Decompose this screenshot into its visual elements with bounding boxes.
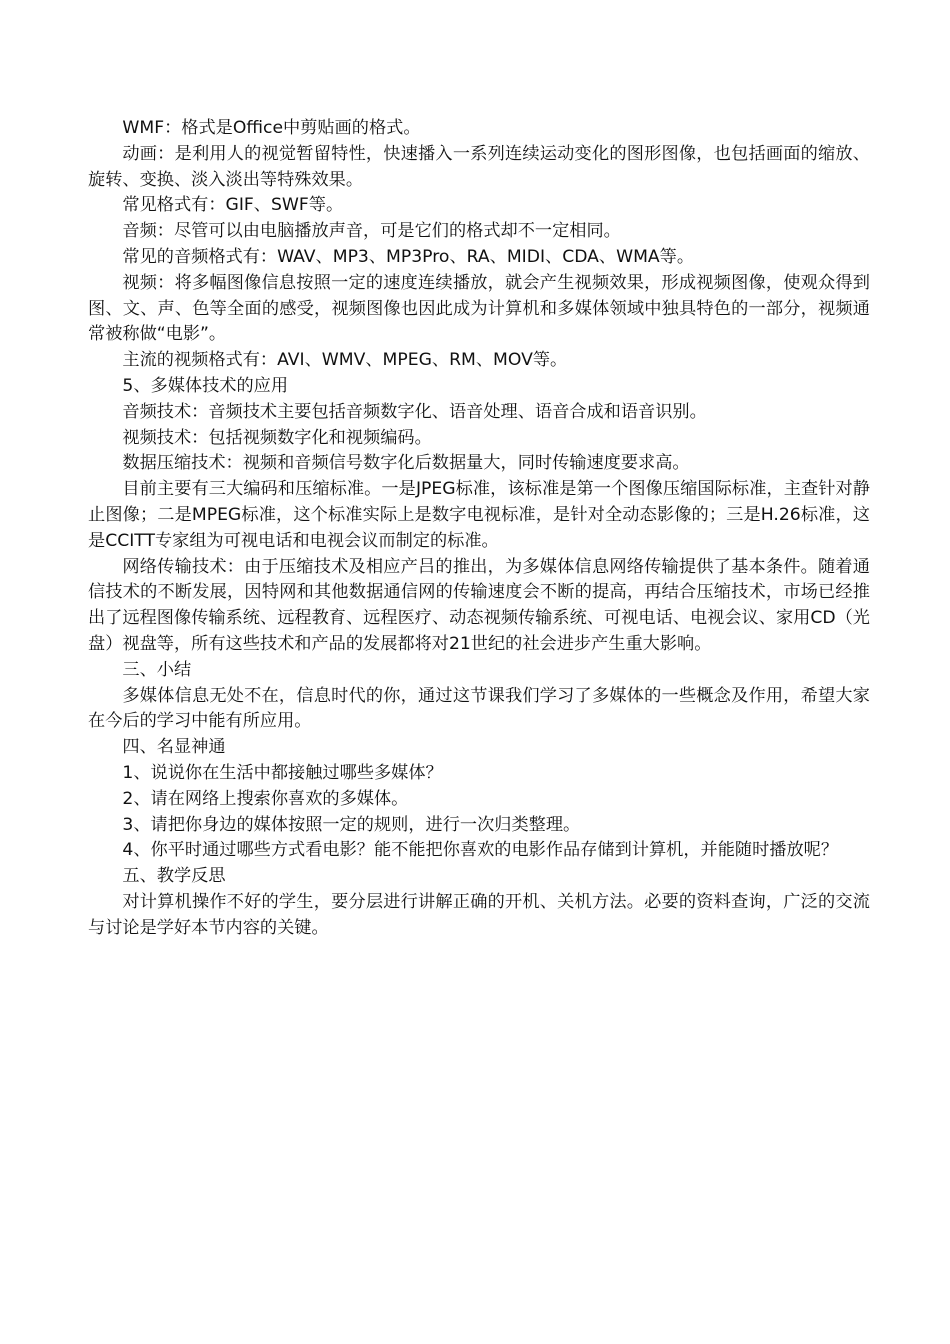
paragraph-summary: 多媒体信息无处不在，信息时代的你，通过这节课我们学习了多媒体的一些概念及作用，希望大家在今后的学习中能有所应用。 [88,685,870,732]
paragraph-video: 视频：将多幅图像信息按照一定的速度连续播放，就会产生视频效果，形成视频图像，使观众得到图、文、声、色等全面的感受，视频图像也因此成为计算机和多媒体领域中独具特色的一部分，视频通常被称做“电影”。 [88,272,870,345]
paragraph-audio-formats: 常见的音频格式有：WAV、MP3、MP3Pro、RA、MIDI、CDA、WMA等。 [122,246,695,267]
paragraph-video-tech: 视频技术：包括视频数字化和视频编码。 [122,427,432,448]
paragraph-wmf: WMF：格式是Office中剪贴画的格式。 [122,118,421,138]
section-heading-reflection: 五、教学反思 [122,866,226,887]
document-body [88,116,870,942]
section-heading-summary: 三、小结 [122,659,192,680]
paragraph-reflection: 对计算机操作不好的学生，要分层进行讲解正确的开机、关机方法。必要的资料查询，广泛的交流与讨论是学好本节内容的关键。 [88,891,870,938]
paragraph-network-tech: 网络传输技术：由于压缩技术及相应产吕的推出，为多媒体信息网络传输提供了基本条件。随着通信技术的不断发展，因特网和其他数据通信网的传输速度会不断的提高，再结合压缩技术，市场已经推出了远程图像传输系统、远程教育、远程医疗、动态视频传输系统、可视电话、电视会议、家用CD（光盘）视盘等，所有这些技术和产品的发展都将对21世纪的社会进步产生重大影响。 [88,556,870,654]
paragraph-compression-standards: 目前主要有三大编码和压缩标准。一是JPEG标准，该标准是第一个图像压缩国际标准，主查针对静止图像；二是MPEG标准，这个标准实际上是数字电视标准，是针对全动态影像的；三是H.26标准，这是CCITT专家组为可视电话和电视会议而制定的标准。 [88,479,870,551]
paragraph-compression-tech: 数据压缩技术：视频和音频信号数字化后数据量大，同时传输速度要求高。 [122,453,690,474]
paragraph-audio-tech: 音频技术：音频技术主要包括音频数字化、语音处理、语音合成和语音识别。 [122,401,707,422]
section-heading-exercises: 四、名显神通 [122,737,226,758]
exercise-item-4: 4、你平时通过哪些方式看电影？能不能把你喜欢的电影作品存储到计算机，并能随时播放呢？ [122,840,839,861]
exercise-item-2: 2、请在网络上搜索你喜欢的多媒体。 [122,788,409,809]
paragraph-video-formats: 主流的视频格式有：AVI、WMV、MPEG、RM、MOV等。 [122,350,568,371]
paragraph-audio: 音频：尽管可以由电脑播放声音，可是它们的格式却不一定相同。 [122,221,621,242]
paragraph-animation: 动画：是利用人的视觉暂留特性，快速播入一系列连续运动变化的图形图像，也包括画面的缩放、旋转、变换、淡入淡出等特殊效果。 [88,143,870,190]
exercise-item-1: 1、说说你在生活中都接触过哪些多媒体？ [122,762,443,783]
section-heading-applications: 5、多媒体技术的应用 [122,375,289,396]
exercise-item-3: 3、请把你身边的媒体按照一定的规则，进行一次归类整理。 [122,814,581,835]
paragraph-animation-formats: 常见格式有：GIF、SWF等。 [122,195,344,216]
